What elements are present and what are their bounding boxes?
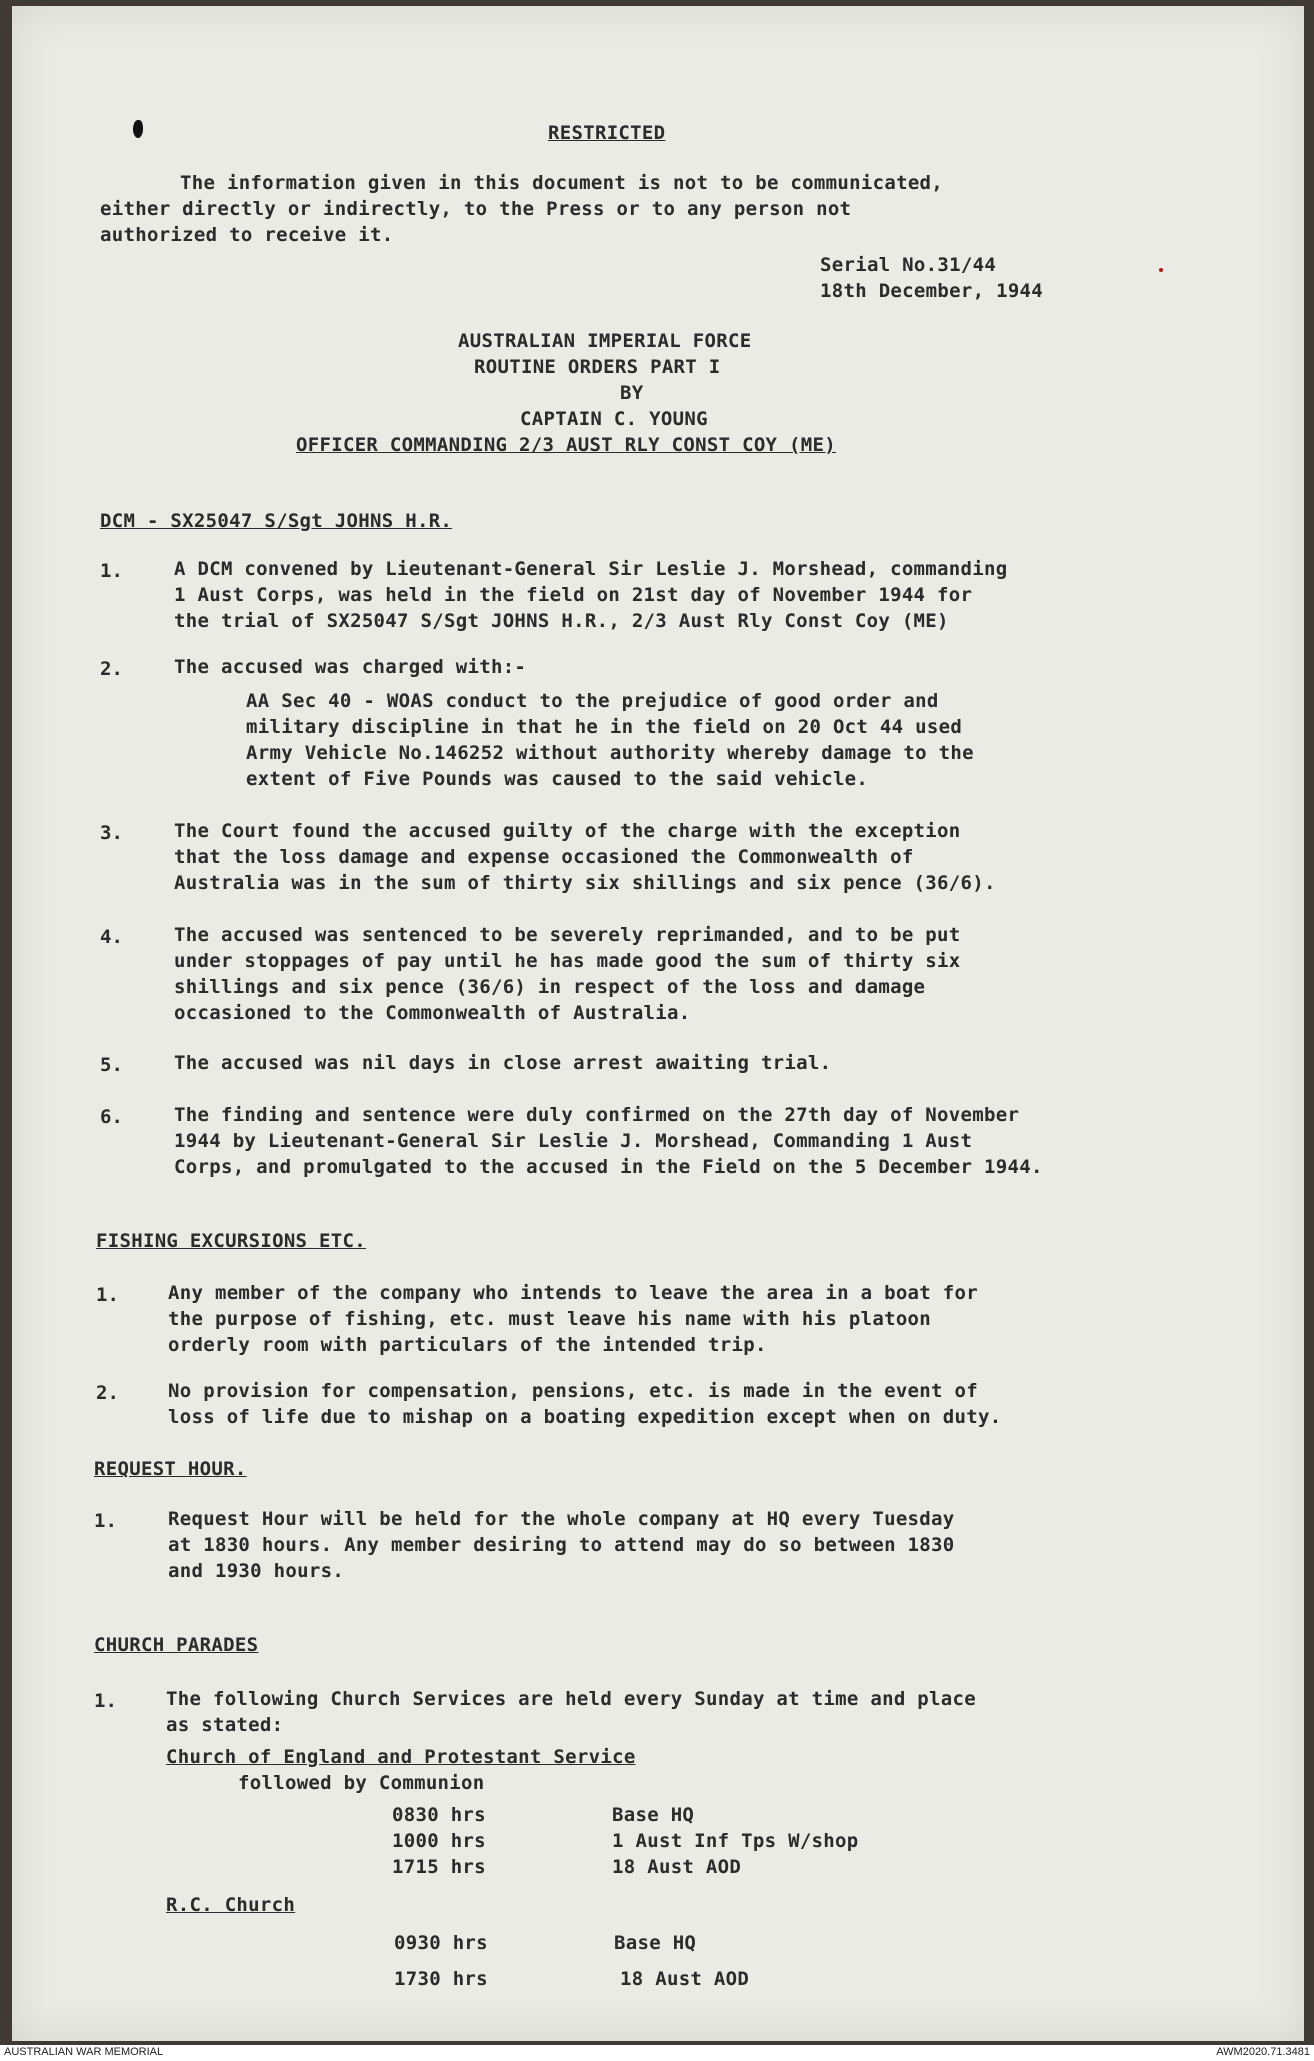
coe-service-heading: Church of England and Protestant Service bbox=[166, 1746, 636, 1768]
coe-place-3: 18 Aust AOD bbox=[612, 1856, 742, 1878]
dcm-para-4-line-2: under stoppages of pay until he has made good the sum of thirty six bbox=[174, 950, 961, 972]
dcm-para-6-line-1: The finding and sentence were duly confirmed on the 27th day of November bbox=[174, 1104, 1020, 1126]
punch-hole-mark bbox=[133, 120, 143, 138]
dcm-charge-line-2: military discipline in that he in the field on 20 Oct 44 used bbox=[246, 716, 963, 738]
notice-line-3: authorized to receive it. bbox=[100, 224, 394, 246]
coe-time-2: 1000 hrs bbox=[392, 1830, 486, 1852]
church-para-1-line-2: as stated: bbox=[166, 1714, 284, 1736]
dcm-para-1-line-3: the trial of SX25047 S/Sgt JOHNS H.R., 2/3 Aust Rly Const Coy (ME) bbox=[174, 610, 949, 632]
serial-number: Serial No.31/44 bbox=[820, 254, 997, 276]
title-line-5: OFFICER COMMANDING 2/3 AUST RLY CONST COY (ME) bbox=[296, 434, 836, 456]
footer-institution: AUSTRALIAN WAR MEMORIAL bbox=[4, 2046, 164, 2058]
archive-footer bbox=[0, 2045, 1314, 2061]
dcm-charge-line-1: AA Sec 40 - WOAS conduct to the prejudice of good order and bbox=[246, 690, 939, 712]
dcm-para-1-number: 1. bbox=[100, 560, 123, 582]
dcm-para-4-line-4: occasioned to the Commonwealth of Australia. bbox=[174, 1002, 691, 1024]
section-heading-fishing: FISHING EXCURSIONS ETC. bbox=[96, 1230, 366, 1252]
request-para-1-line-3: and 1930 hours. bbox=[168, 1560, 345, 1582]
dcm-para-3-line-3: Australia was in the sum of thirty six shillings and six pence (36/6). bbox=[174, 872, 996, 894]
red-ink-dot bbox=[1159, 268, 1163, 272]
rc-time-2: 1730 hrs bbox=[394, 1968, 488, 1990]
title-line-3: BY bbox=[620, 382, 644, 404]
dcm-para-5-text: The accused was nil days in close arrest awaiting trial. bbox=[174, 1052, 832, 1074]
dcm-para-3-line-1: The Court found the accused guilty of the charge with the exception bbox=[174, 820, 961, 842]
fishing-para-1-line-3: orderly room with particulars of the intended trip. bbox=[168, 1334, 767, 1356]
dcm-para-5-number: 5. bbox=[100, 1054, 123, 1076]
request-para-1-number: 1. bbox=[94, 1510, 117, 1532]
section-heading-request-hour: REQUEST HOUR. bbox=[94, 1458, 247, 1480]
fishing-para-1-number: 1. bbox=[96, 1284, 119, 1306]
dcm-para-6-line-3: Corps, and promulgated to the accused in the Field on the 5 December 1944. bbox=[174, 1156, 1043, 1178]
rc-time-1: 0930 hrs bbox=[394, 1932, 488, 1954]
classification-heading: RESTRICTED bbox=[548, 122, 666, 144]
dcm-charge-line-3: Army Vehicle No.146252 without authority whereby damage to the bbox=[246, 742, 974, 764]
section-heading-dcm: DCM - SX25047 S/Sgt JOHNS H.R. bbox=[100, 510, 453, 532]
section-heading-church-parades: CHURCH PARADES bbox=[94, 1634, 259, 1656]
fishing-para-2-number: 2. bbox=[96, 1382, 119, 1404]
title-line-4: CAPTAIN C. YOUNG bbox=[520, 408, 708, 430]
dcm-para-2-number: 2. bbox=[100, 658, 123, 680]
dcm-para-6-line-2: 1944 by Lieutenant-General Sir Leslie J. Morshead, Commanding 1 Aust bbox=[174, 1130, 973, 1152]
request-para-1-line-2: at 1830 hours. Any member desiring to attend may do so between 1830 bbox=[168, 1534, 955, 1556]
coe-service-subheading: followed by Communion bbox=[238, 1772, 485, 1794]
rc-place-1: Base HQ bbox=[614, 1932, 697, 1954]
notice-line-2: either directly or indirectly, to the Press or to any person not bbox=[100, 198, 852, 220]
dcm-para-3-number: 3. bbox=[100, 822, 123, 844]
rc-place-2: 18 Aust AOD bbox=[620, 1968, 750, 1990]
dcm-para-4-number: 4. bbox=[100, 926, 123, 948]
fishing-para-2-line-2: loss of life due to mishap on a boating expedition except when on duty. bbox=[168, 1406, 1002, 1428]
dcm-para-2-text: The accused was charged with:- bbox=[174, 656, 527, 678]
title-line-2: ROUTINE ORDERS PART I bbox=[474, 356, 721, 378]
dcm-para-1-line-2: 1 Aust Corps, was held in the field on 21st day of November 1944 for bbox=[174, 584, 973, 606]
rc-church-heading: R.C. Church bbox=[166, 1894, 296, 1916]
fishing-para-1-line-2: the purpose of fishing, etc. must leave his name with his platoon bbox=[168, 1308, 932, 1330]
document-date: 18th December, 1944 bbox=[820, 280, 1044, 302]
dcm-para-3-line-2: that the loss damage and expense occasioned the Commonwealth of bbox=[174, 846, 914, 868]
church-para-1-number: 1. bbox=[94, 1690, 117, 1712]
dcm-para-1-line-1: A DCM convened by Lieutenant-General Sir Leslie J. Morshead, commanding bbox=[174, 558, 1008, 580]
coe-place-2: 1 Aust Inf Tps W/shop bbox=[612, 1830, 859, 1852]
dcm-charge-line-4: extent of Five Pounds was caused to the said vehicle. bbox=[246, 768, 869, 790]
coe-time-1: 0830 hrs bbox=[392, 1804, 486, 1826]
dcm-para-4-line-1: The accused was sentenced to be severely reprimanded, and to be put bbox=[174, 924, 961, 946]
church-para-1-line-1: The following Church Services are held every Sunday at time and place bbox=[166, 1688, 976, 1710]
fishing-para-1-line-1: Any member of the company who intends to leave the area in a boat for bbox=[168, 1282, 978, 1304]
coe-time-3: 1715 hrs bbox=[392, 1856, 486, 1878]
title-line-1: AUSTRALIAN IMPERIAL FORCE bbox=[458, 330, 752, 352]
footer-accession-number: AWM2020.71.3481 bbox=[1216, 2046, 1310, 2058]
fishing-para-2-line-1: No provision for compensation, pensions, etc. is made in the event of bbox=[168, 1380, 978, 1402]
dcm-para-6-number: 6. bbox=[100, 1106, 123, 1128]
notice-line-1: The information given in this document is not to be communicated, bbox=[180, 172, 944, 194]
coe-place-1: Base HQ bbox=[612, 1804, 695, 1826]
dcm-para-4-line-3: shillings and six pence (36/6) in respect of the loss and damage bbox=[174, 976, 926, 998]
request-para-1-line-1: Request Hour will be held for the whole company at HQ every Tuesday bbox=[168, 1508, 955, 1530]
